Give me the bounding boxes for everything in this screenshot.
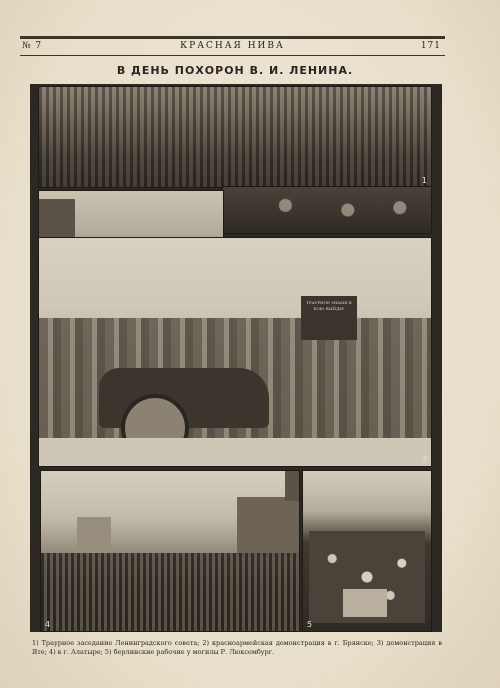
building	[237, 497, 299, 557]
page-number: 171	[420, 41, 441, 51]
page-header	[20, 36, 445, 56]
snow-ground	[39, 438, 431, 466]
banner-text: ТРАУРНОЕ ЗНАМЯ К БОЮ ВЫЙДИ!	[306, 300, 352, 311]
page-title: В ДЕНЬ ПОХОРОН В. И. ЛЕНИНА.	[116, 64, 354, 77]
photo-caption: 1) Траурное заседание Ленинградского совета; 2) красноармейская демонстрация в г. Брянске; 3) демонстрация в Яте; 4) в г. Алатыре; 5) берлинские рабочие у могилы Р. Люксембург.	[32, 639, 442, 656]
grave-stone	[343, 589, 387, 617]
photo-alatyr-demonstration	[40, 470, 300, 632]
photo-number: 5	[307, 620, 313, 629]
tower	[285, 471, 299, 501]
issue-number: № 7	[22, 41, 43, 51]
photo-number: 4	[45, 620, 51, 629]
photo-portrait-crowd	[222, 186, 432, 234]
photo-yata-demonstration	[38, 237, 432, 467]
photo-berlin-workers-grave	[302, 470, 432, 632]
photo-leningrad-soviet-meeting	[38, 86, 432, 188]
photo-number: 3	[421, 455, 427, 464]
photo-number: 1	[421, 176, 427, 185]
magazine-name: КРАСНАЯ НИВА	[180, 41, 285, 51]
crowd	[41, 553, 299, 631]
church	[77, 517, 111, 553]
